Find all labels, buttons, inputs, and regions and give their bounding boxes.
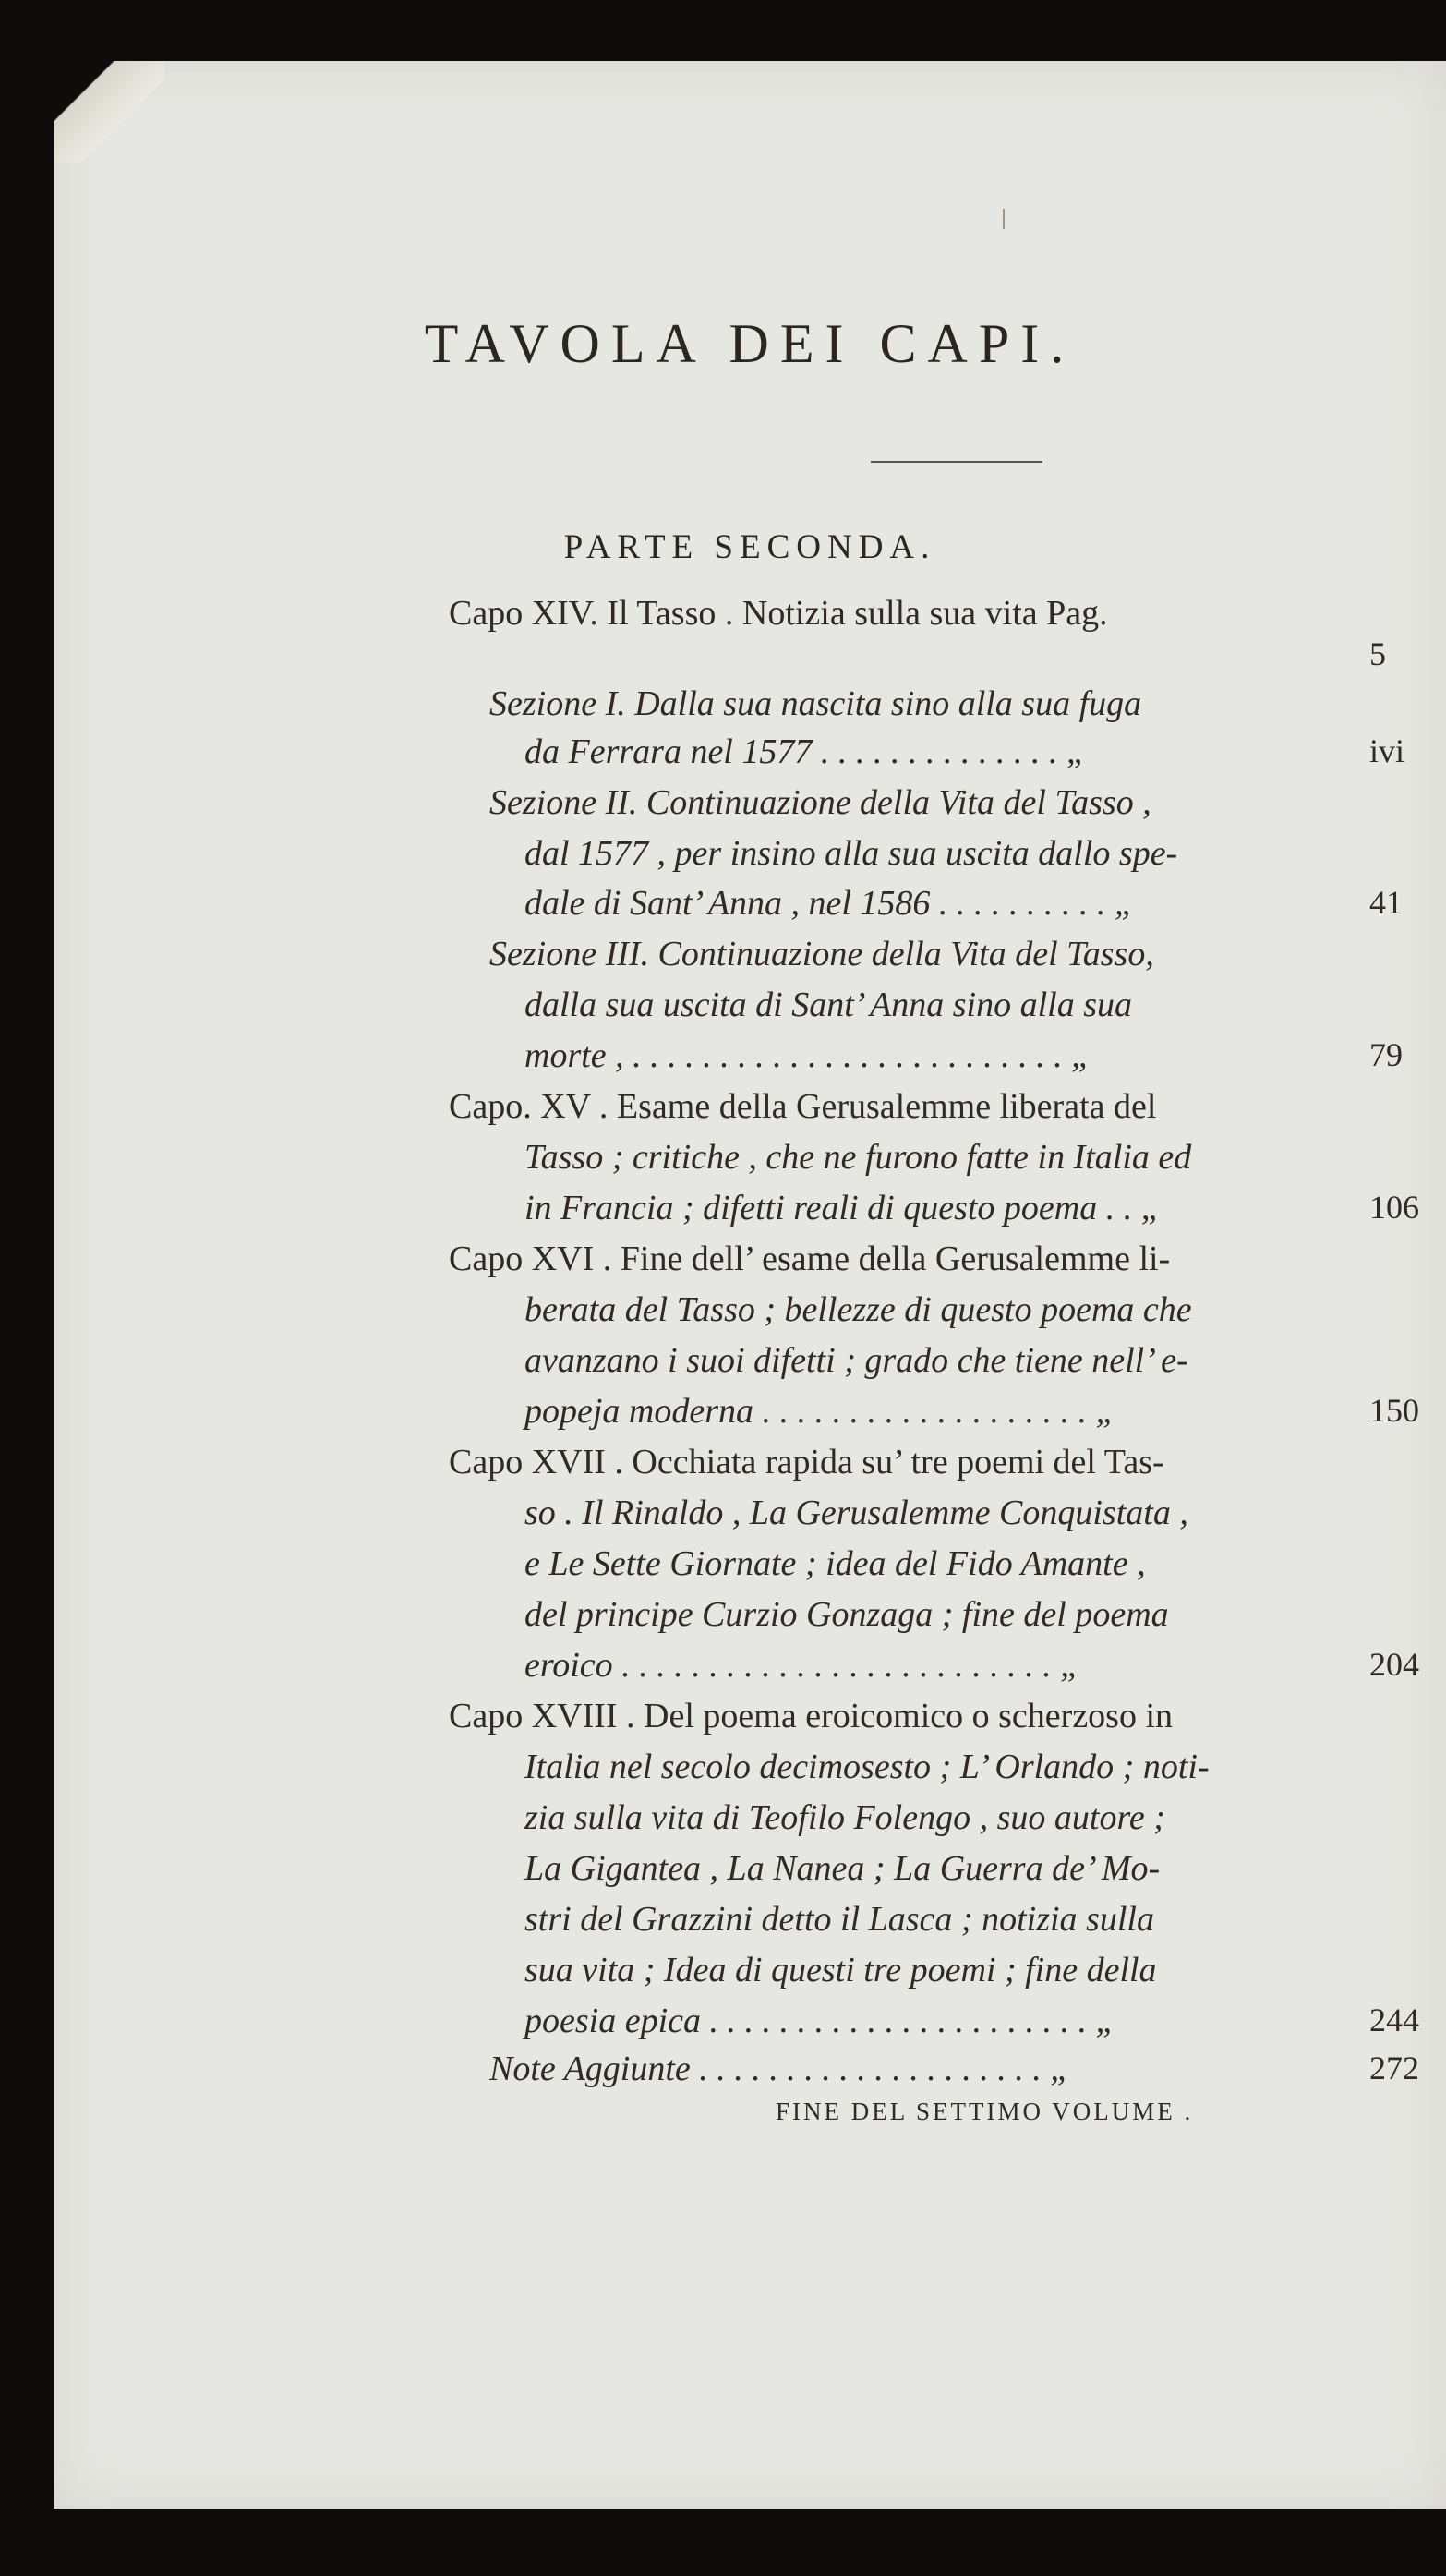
dog-eared-corner <box>54 61 164 163</box>
toc-line: Sezione I. Dalla sua nascita sino alla sua fuga <box>489 684 1142 723</box>
toc-line: del principe Curzio Gonzaga ; fine del poema <box>524 1595 1169 1634</box>
page-number: 106 <box>1369 1189 1419 1226</box>
toc-line: da Ferrara nel 1577 . . . . . . . . . . . . . . „ <box>524 732 1086 771</box>
toc-line: morte , . . . . . . . . . . . . . . . . . . . . . . . . . „ <box>524 1036 1091 1075</box>
toc-line: dalla sua uscita di Sant’ Anna sino alla sua <box>524 986 1133 1024</box>
toc-line: poesia epica . . . . . . . . . . . . . . . . . . . . . . „ <box>524 2002 1115 2040</box>
page-number: 150 <box>1369 1392 1419 1429</box>
book-page <box>54 61 1446 2509</box>
part-heading: PARTE SECONDA. <box>563 528 936 566</box>
toc-line: Capo. XV . Esame della Gerusalemme liberata del <box>449 1087 1157 1126</box>
page-number: 272 <box>1369 2050 1419 2086</box>
toc-line: Note Aggiunte . . . . . . . . . . . . . . . . . . . . „ <box>489 2050 1070 2088</box>
toc-line: berata del Tasso ; bellezze di questo poema che <box>524 1290 1192 1329</box>
toc-line: Sezione III. Continuazione della Vita del Tasso, <box>489 935 1154 974</box>
toc-line: Italia nel secolo decimosesto ; L’ Orlando ; noti- <box>524 1748 1210 1786</box>
toc-line: in Francia ; difetti reali di questo poema . . „ <box>524 1189 1161 1228</box>
toc-line: Sezione II. Continuazione della Vita del Tasso , <box>489 783 1151 822</box>
toc-line: avanzano i suoi difetti ; grado che tiene nell’ e- <box>524 1341 1188 1380</box>
toc-line: dal 1577 , per insino alla sua uscita dallo spe- <box>524 834 1178 873</box>
toc-line: eroico . . . . . . . . . . . . . . . . . . . . . . . . . „ <box>524 1646 1080 1685</box>
page-number: 79 <box>1369 1036 1403 1073</box>
end-of-volume-note: FINE DEL SETTIMO VOLUME . <box>776 2098 1194 2125</box>
toc-line: Capo XIV. Il Tasso . Notizia sulla sua vita Pag. <box>449 594 1108 633</box>
toc-line: Capo XVIII . Del poema eroicomico o scherzoso in <box>449 1697 1174 1735</box>
printer-mark <box>1003 209 1005 229</box>
page-number: 5 <box>1369 635 1386 672</box>
page-number: ivi <box>1369 732 1405 769</box>
toc-line: La Gigantea , La Nanea ; La Guerra de’ Mo- <box>524 1849 1161 1888</box>
toc-line: stri del Grazzini detto il Lasca ; notizia sulla <box>524 1900 1154 1939</box>
toc-line: popeja moderna . . . . . . . . . . . . . . . . . . . „ <box>524 1392 1115 1431</box>
toc-line: e Le Sette Giornate ; idea del Fido Amante , <box>524 1544 1146 1583</box>
page-number: 204 <box>1369 1646 1419 1683</box>
page-title: TAVOLA DEI CAPI. <box>424 313 1076 374</box>
toc-line: zia sulla vita di Teofilo Folengo , suo autore ; <box>524 1798 1165 1837</box>
title-rule <box>871 461 1042 463</box>
toc-line: so . Il Rinaldo , La Gerusalemme Conquistata , <box>524 1494 1188 1532</box>
toc-line: Capo XVI . Fine dell’ esame della Gerusalemme li- <box>449 1240 1171 1278</box>
page-number: 244 <box>1369 2002 1419 2038</box>
toc-line: Capo XVII . Occhiata rapida su’ tre poemi del Tas- <box>449 1443 1164 1482</box>
toc-line: Tasso ; critiche , che ne furono fatte in Italia ed <box>524 1138 1192 1177</box>
page-number: 41 <box>1369 884 1403 921</box>
toc-line: dale di Sant’ Anna , nel 1586 . . . . . . . . . . „ <box>524 884 1135 923</box>
toc-line: sua vita ; Idea di questi tre poemi ; fine della <box>524 1951 1157 1989</box>
